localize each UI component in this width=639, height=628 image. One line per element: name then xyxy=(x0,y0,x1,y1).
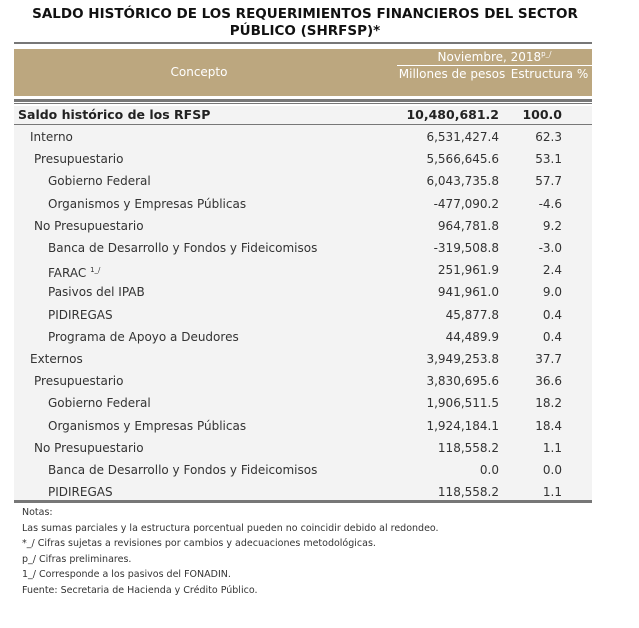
row-label-text: Interno xyxy=(30,130,73,144)
table-row xyxy=(14,215,592,237)
row-label-text: Organismos y Empresas Públicas xyxy=(48,418,247,433)
row-pct: 0.4 xyxy=(542,307,562,322)
notes xyxy=(22,505,439,598)
total-pct: 100.0 xyxy=(522,107,562,122)
row-pct: 18.2 xyxy=(535,396,562,411)
row-pct: 62.3 xyxy=(535,130,562,144)
row-pct: 0.0 xyxy=(542,463,562,477)
row-pct: 9.0 xyxy=(542,285,562,300)
row-label-text: PIDIREGAS xyxy=(48,485,113,500)
row-pct: -4.6 xyxy=(538,196,562,211)
row-value: 6,531,427.4 xyxy=(426,130,499,144)
row-label xyxy=(30,126,73,148)
row-value: 1,906,511.5 xyxy=(426,396,499,411)
row-pct: 53.1 xyxy=(535,152,562,167)
row-pct: 18.4 xyxy=(535,418,562,433)
table-row xyxy=(14,126,592,148)
row-label-text: PIDIREGAS xyxy=(48,307,113,322)
header-rule-thin xyxy=(14,103,592,104)
row-label-text: Programa de Apoyo a Deudores xyxy=(48,329,239,344)
note-line: *_/ Cifras sujetas a revisiones por cambios y adecuaciones metodológicas. xyxy=(22,538,376,549)
row-label-text: Banca de Desarrollo y Fondos y Fideicomisos xyxy=(48,463,318,477)
row-label-text: Gobierno Federal xyxy=(48,396,151,411)
table-header xyxy=(14,49,592,96)
note-line: Notas: xyxy=(22,507,53,518)
table-row xyxy=(14,415,592,437)
period-label: Noviembre, 2018 xyxy=(437,50,542,64)
row-label xyxy=(48,415,246,437)
row-label-text: Externos xyxy=(30,352,83,366)
row-value: 44,489.9 xyxy=(445,329,499,344)
row-value: -477,090.2 xyxy=(433,196,499,211)
header-estructura: Estructura % xyxy=(510,67,589,81)
note-line: Las sumas parciales y la estructura porcentual pueden no coincidir debido al redondeo. xyxy=(22,522,439,534)
table-row xyxy=(14,348,592,370)
table-row xyxy=(14,259,592,281)
header-rule xyxy=(14,99,592,102)
table-row xyxy=(14,304,592,326)
table-title: SALDO HISTÓRICO DE LOS REQUERIMIENTOS FINANCIEROS DEL SECTOR PÚBLICO (SHRFSP)* xyxy=(32,6,578,39)
row-label xyxy=(34,148,123,170)
total-value: 10,480,681.2 xyxy=(406,107,499,122)
top-rule xyxy=(14,42,592,44)
row-pct: 9.2 xyxy=(542,218,562,233)
row-pct: 2.4 xyxy=(542,263,562,278)
row-label-text: Gobierno Federal xyxy=(48,174,151,189)
row-pct: 0.4 xyxy=(542,329,562,344)
header-millones: Millones de pesos xyxy=(398,67,506,81)
row-label xyxy=(34,437,144,459)
row-footnote: 1_/ xyxy=(90,266,101,275)
row-label-text: No Presupuestario xyxy=(34,440,144,455)
row-label-text: Banca de Desarrollo y Fondos y Fideicomisos xyxy=(48,241,318,255)
bottom-rule xyxy=(14,500,592,503)
row-value: 1,924,184.1 xyxy=(426,418,499,433)
row-value: -319,508.8 xyxy=(433,241,499,255)
row-pct: 36.6 xyxy=(535,374,562,389)
total-row xyxy=(14,106,592,124)
row-value: 6,043,735.8 xyxy=(426,174,499,189)
table-row xyxy=(14,459,592,481)
row-label xyxy=(48,237,317,259)
table-body xyxy=(14,125,592,501)
table-row xyxy=(14,326,592,348)
row-value: 118,558.2 xyxy=(437,440,499,455)
row-label-text: No Presupuestario xyxy=(34,218,144,233)
note-line: p_/ Cifras preliminares. xyxy=(22,553,132,565)
row-value: 964,781.8 xyxy=(437,218,499,233)
table-row xyxy=(14,148,592,170)
table-row xyxy=(14,237,592,259)
row-pct: 37.7 xyxy=(535,352,562,366)
header-period xyxy=(397,50,592,66)
table-row xyxy=(14,170,592,192)
note-line: 1_/ Corresponde a los pasivos del FONADIN. xyxy=(22,569,231,580)
row-value: 3,830,695.6 xyxy=(426,374,499,389)
table-row xyxy=(14,370,592,392)
table-row xyxy=(14,281,592,303)
row-pct: 1.1 xyxy=(542,440,562,455)
row-label xyxy=(48,193,246,215)
row-value: 5,566,645.6 xyxy=(426,152,499,167)
row-label-text: Presupuestario xyxy=(34,374,124,389)
row-value: 3,949,253.8 xyxy=(426,352,499,366)
row-label-text: Presupuestario xyxy=(34,152,124,167)
row-label xyxy=(30,348,83,370)
total-label: Saldo histórico de los RFSP xyxy=(18,107,211,122)
row-label xyxy=(48,459,317,481)
row-value: 251,961.9 xyxy=(437,263,499,278)
table-row xyxy=(14,193,592,215)
row-value: 941,961.0 xyxy=(437,285,499,300)
row-label xyxy=(48,326,239,348)
row-pct: 1.1 xyxy=(542,485,562,500)
row-pct: 57.7 xyxy=(535,174,562,189)
period-sup: p_/ xyxy=(541,50,552,58)
row-label xyxy=(34,370,123,392)
row-label xyxy=(48,304,113,326)
row-value: 45,877.8 xyxy=(445,307,499,322)
row-value: 118,558.2 xyxy=(437,485,499,500)
row-label xyxy=(48,170,151,192)
row-label-text: FARAC xyxy=(48,266,87,281)
row-value: 0.0 xyxy=(479,463,499,477)
table-row xyxy=(14,437,592,459)
table-row xyxy=(14,392,592,414)
row-label xyxy=(48,281,145,303)
note-line: Fuente: Secretaria de Hacienda y Crédito Público. xyxy=(22,584,258,596)
row-label xyxy=(34,215,144,237)
header-concept: Concepto xyxy=(170,65,228,79)
row-pct: -3.0 xyxy=(538,241,562,255)
row-label-text: Pasivos del IPAB xyxy=(48,285,145,300)
row-label xyxy=(48,392,151,414)
row-label-text: Organismos y Empresas Públicas xyxy=(48,196,247,211)
